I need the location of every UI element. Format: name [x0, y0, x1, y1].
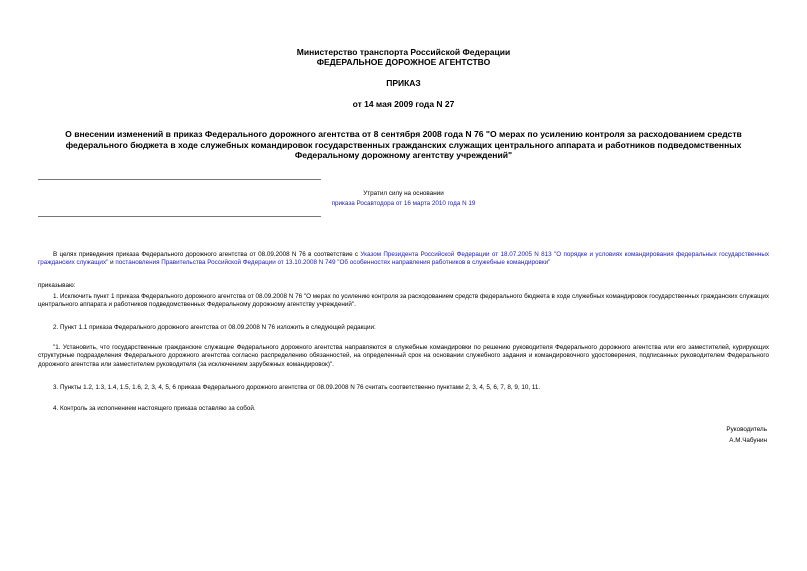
item-2: 2. Пункт 1.1 приказа Федерального дорожного агентства от 08.09.2008 N 76 изложить в следующей редакции: — [53, 324, 376, 331]
status-link[interactable]: приказа Росавтодора от 16 марта 2010 года N 19 — [331, 200, 476, 207]
resolution-link[interactable]: постановления Правительства Российской Федерации от 13.10.2008 N 749 "Об особенностях направления работников в служебные командировки" — [115, 259, 551, 267]
item-3: 3. Пункты 1.2, 1.3, 1.4, 1.5, 1.6, 2, 3, 4, 5, 6 приказа Федерального дорожного агентства от 08.09.2008 N 76 считать соответственно пунктами 2, 3, 4, 5, 6, 7, 8, 9, 10, 11. — [53, 384, 541, 391]
signature-position: Руководитель — [726, 426, 767, 433]
item-4: 4. Контроль за исполнением настоящего приказа оставляю за собой. — [53, 405, 256, 412]
order-word: приказываю: — [38, 282, 76, 289]
preamble-paragraph — [38, 251, 769, 268]
agency-heading: ФЕДЕРАЛЬНОЕ ДОРОЖНОЕ АГЕНТСТВО — [316, 57, 491, 67]
item-1: 1. Исключить пункт 1 приказа Федерального дорожного агентства от 08.09.2008 N 76 "О мерах по усилению контроля за расходованием средств федерального бюджета в ходе служебных командировок государственных гражданских служащих центрального аппарата и работников подведомственных Федеральному дорожному агентству учреждений". — [38, 293, 769, 309]
date-number: от 14 мая 2009 года N 27 — [352, 99, 455, 109]
ministry-heading: Министерство транспорта Российской Федерации — [296, 47, 511, 57]
document-title: О внесении изменений в приказ Федерального дорожного агентства от 8 сентября 2008 года N 76 "О мерах по усилению контроля за расходованием средств федерального бюджета в ходе служебных командировок государственных гражданских служащих центрального аппарата и работников подведомственных Федеральному дорожному агентству учреждений" — [65, 129, 742, 160]
top-divider — [38, 179, 321, 180]
preamble-text-1: В целях приведения приказа Федерального дорожного агентства от 08.09.2008 N 76 в соответствие с — [53, 251, 361, 258]
signature-name: А.М.Чабунин — [729, 437, 767, 444]
decree-link[interactable]: Указом Президента Российской Федерации от 18.07.2005 N 813 "О порядке и условиях командирования федеральных государственных гражданских служащих" — [38, 251, 769, 267]
doc-type-heading: ПРИКАЗ — [386, 78, 421, 88]
status-note: Утратил силу на основании — [363, 190, 444, 197]
item-2-quote: "1. Установить, что государственные гражданские служащие Федерального дорожного агентства направляются в служебные командировки по решению руководителя Федерального дорожного агентства или его заместителей, курирующих структурные подразделения Федерального дорожного агентства согласно распределению обязанностей, на определенный срок на основании служебного задания и командировочного удостоверения, подписанных руководителем Федерального дорожного агентства или заместителем руководителя (за исключением зарубежных командировок)". — [38, 344, 769, 368]
bottom-divider — [38, 216, 321, 217]
preamble-text-2: и — [108, 259, 116, 267]
